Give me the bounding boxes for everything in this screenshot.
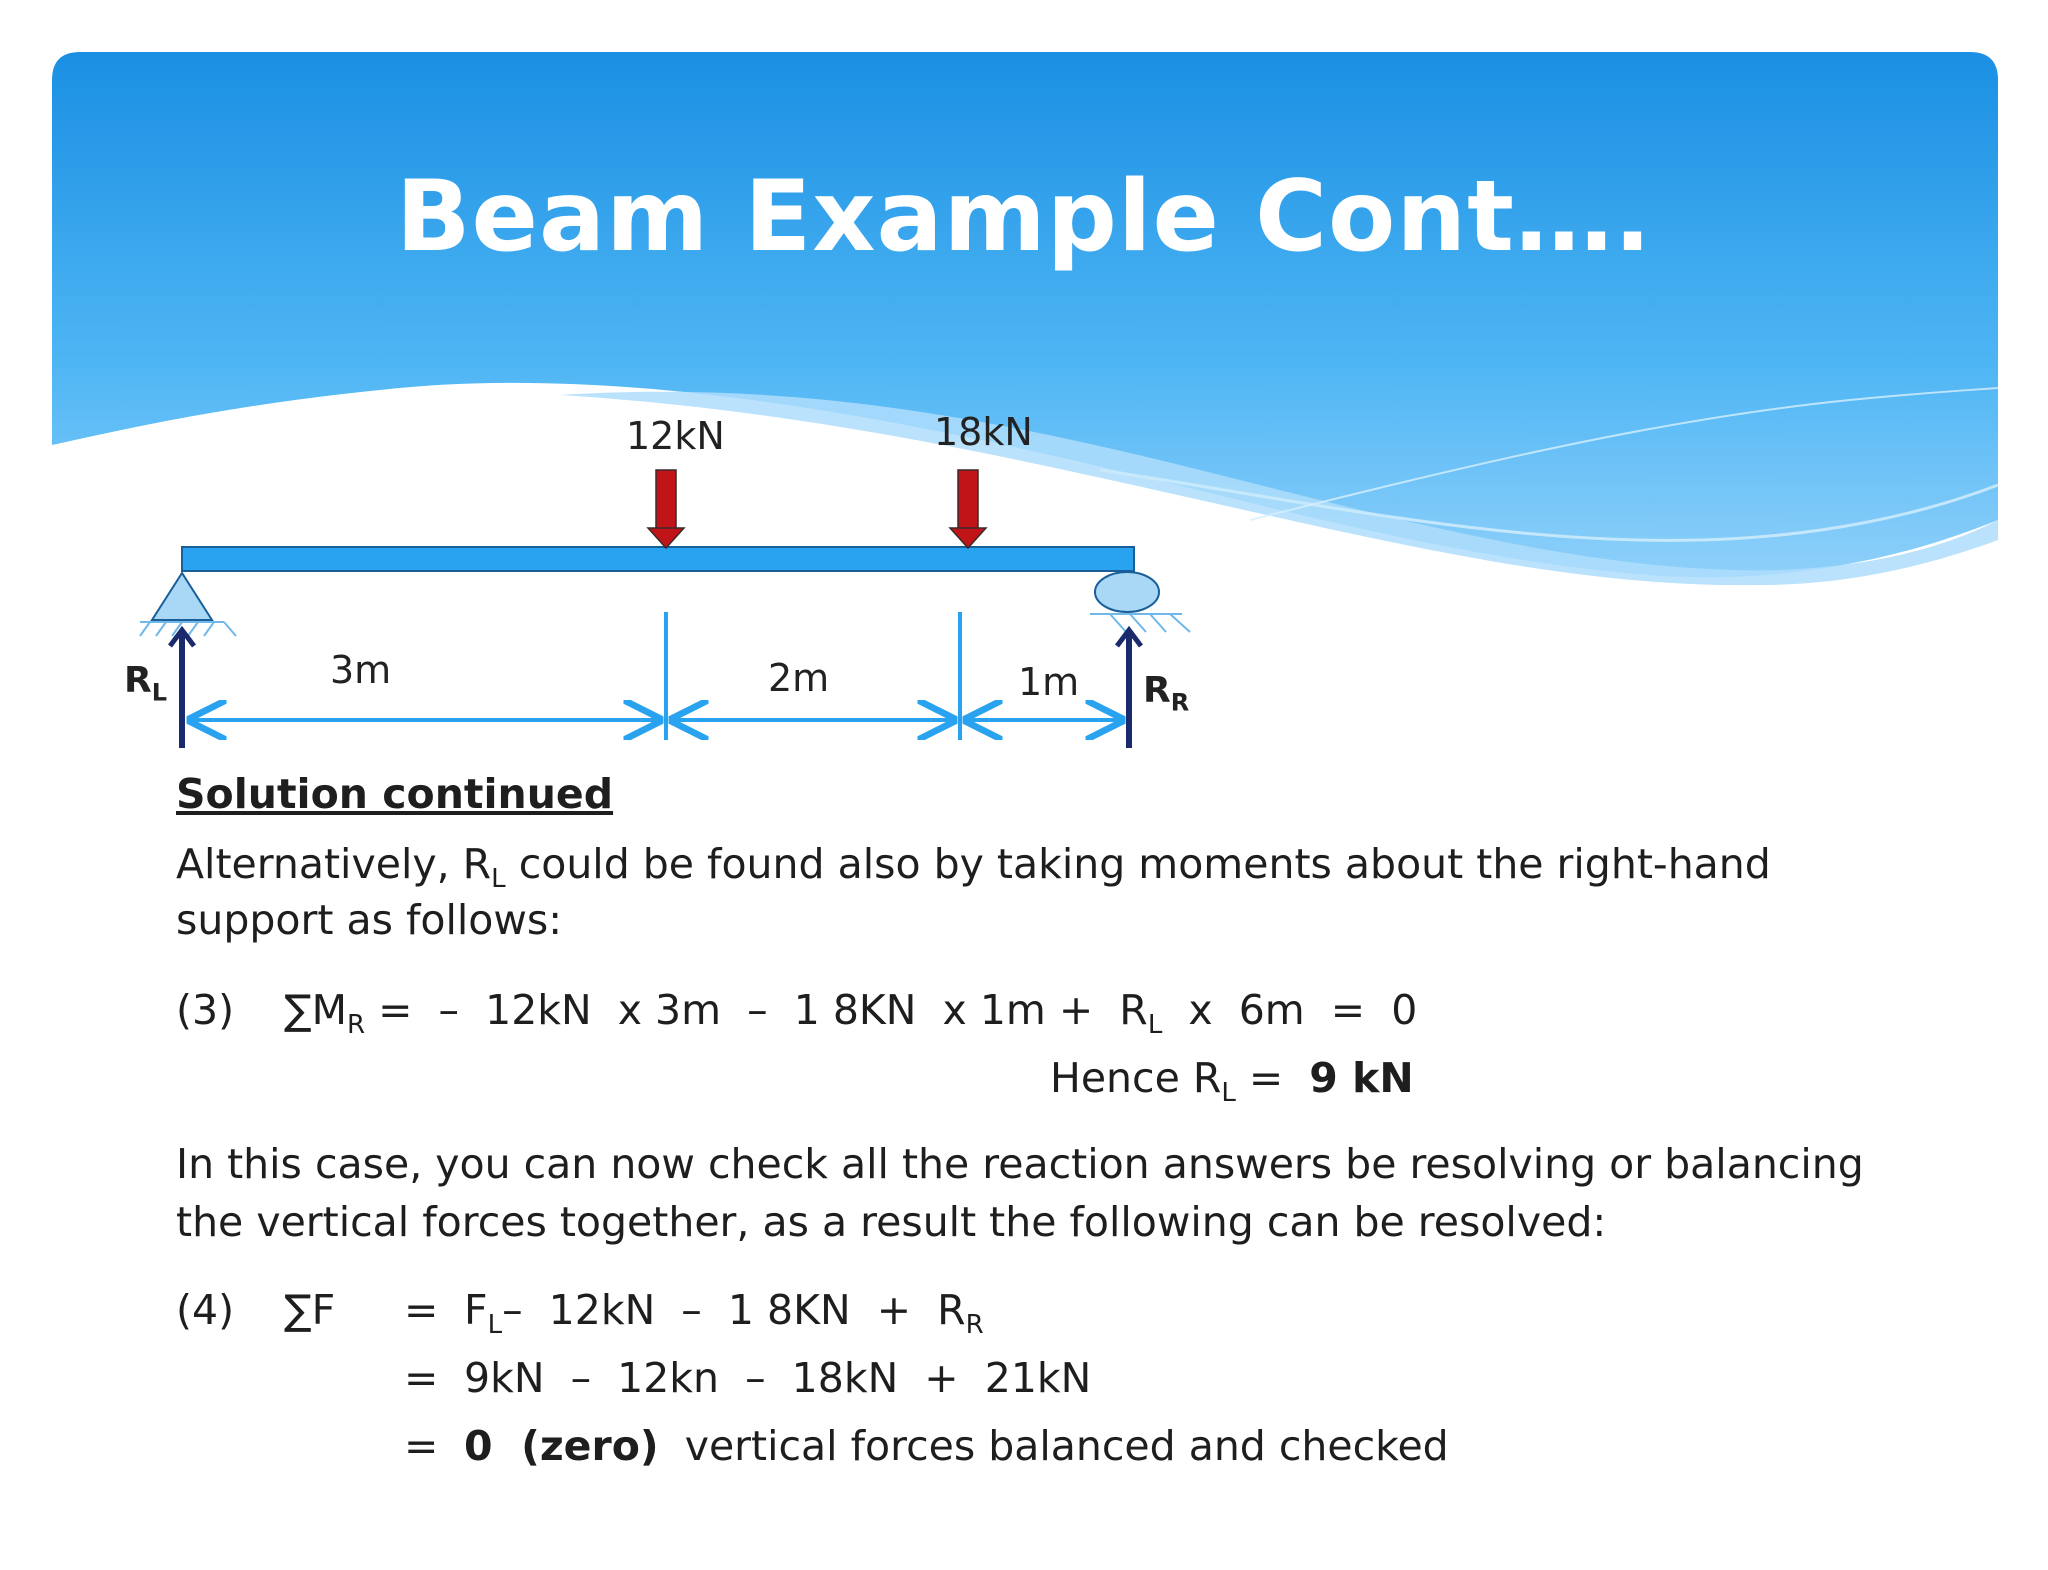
paragraph-2-line-2: the vertical forces together, as a result the following can be resolved: <box>176 1198 1607 1246</box>
equation-4-number: (4) <box>176 1286 235 1334</box>
load-label-18kn: 18kN <box>934 410 1033 454</box>
equation-4-line-1: $F_L-$ 12kN – 1 $8KN + R_R$ <box>464 1286 984 1341</box>
left-reaction-label: $R_L$ <box>124 660 168 707</box>
load-label-12kn: 12kN <box>626 414 725 458</box>
equation-4-line-3: 0 (zero) vertical forces balanced and checked <box>464 1422 1449 1470</box>
beam <box>182 547 1134 571</box>
span-label-3m: 3m <box>330 648 392 692</box>
equation-4-line-3-equals: = <box>404 1422 439 1470</box>
left-reaction-arrow <box>170 630 194 748</box>
slide-title: Beam Example Cont…. <box>395 160 1653 274</box>
equation-4-lhs: ∑F <box>284 1286 336 1334</box>
equation-4-line-2-equals: = <box>404 1354 439 1402</box>
equation-4-line-2: 9kN – 12kn – 18kN + 21kN <box>464 1354 1092 1402</box>
intro-line-2: support as follows: <box>176 896 563 944</box>
span-label-2m: 2m <box>768 656 830 700</box>
right-reaction-arrow <box>1117 630 1141 748</box>
span-label-1m: 1m <box>1018 660 1080 704</box>
equation-4-line-1-equals: = <box>404 1286 439 1334</box>
hence-result: Hence $R_L = 9$ kN <box>1050 1054 1414 1109</box>
load-arrow-12kn <box>648 470 684 548</box>
pinned-support-icon <box>140 573 236 636</box>
paragraph-2-line-1: In this case, you can now check all the reaction answers be resolving or balancing <box>176 1140 1864 1188</box>
right-reaction-label: $R_R$ <box>1143 670 1190 717</box>
intro-line-1: Alternatively, $R_L$ could be found also by taking moments about the right-hand <box>176 840 1771 895</box>
load-arrow-18kn <box>950 470 986 548</box>
roller-support-icon <box>1090 572 1190 632</box>
equation-3: $\sum M_R$ = – 12kN x 3m – 1 8KN x $1m + R_L$ x 6m = 0 <box>284 986 1418 1041</box>
equation-3-number: (3) <box>176 986 235 1034</box>
solution-heading: Solution continued <box>176 770 614 818</box>
